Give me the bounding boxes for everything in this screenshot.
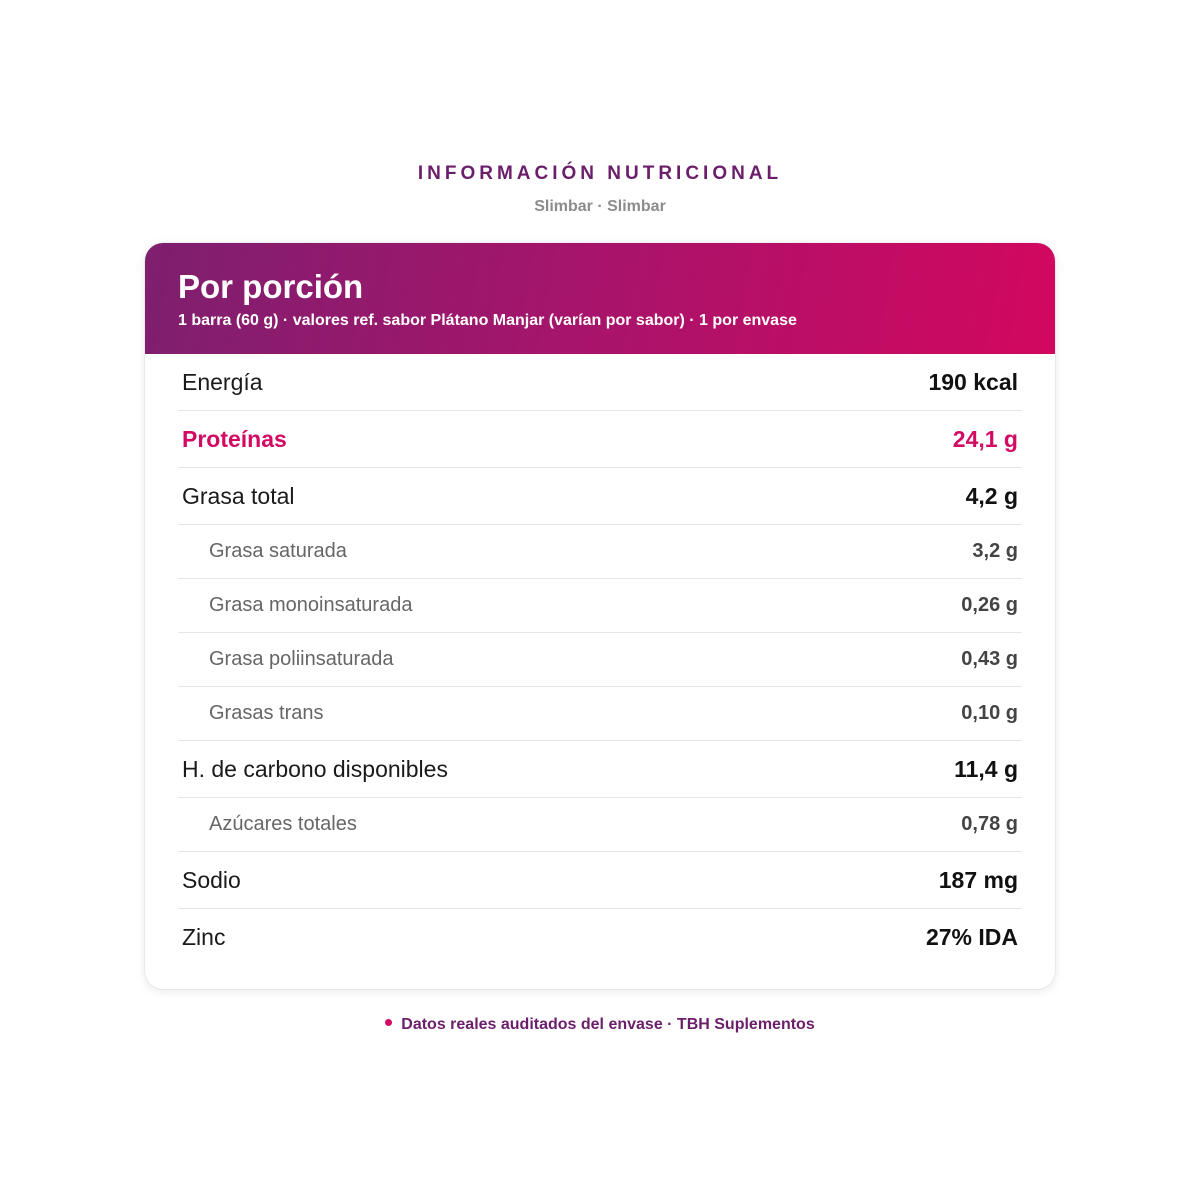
nutrient-value: 3,2 g xyxy=(972,540,1018,562)
nutrient-label: Proteínas xyxy=(182,425,287,452)
nutrient-row-monounsaturated-fat xyxy=(178,579,1022,633)
nutrient-label: Zinc xyxy=(182,923,226,950)
nutrient-value: 27% IDA xyxy=(925,923,1018,950)
nutrient-label: Grasa monoinsaturada xyxy=(209,594,413,616)
serving-title: Por porción xyxy=(178,268,364,305)
nutrition-card xyxy=(145,243,1055,989)
nutrient-value: 187 mg xyxy=(938,866,1018,893)
nutrient-row-sodium xyxy=(178,852,1022,909)
bullet-dot-icon xyxy=(385,1019,392,1026)
nutrient-value: 0,78 g xyxy=(961,813,1018,835)
nutrient-label: Grasa poliinsaturada xyxy=(209,648,394,670)
page-heading: INFORMACIÓN NUTRICIONAL xyxy=(417,163,783,184)
nutrient-value: 0,10 g xyxy=(961,702,1018,724)
nutrient-label: Grasas trans xyxy=(209,702,324,724)
nutrient-row-protein xyxy=(178,411,1022,468)
footer-text: Datos reales auditados del envase · TBH Suplementos xyxy=(401,1016,815,1033)
nutrient-value: 11,4 g xyxy=(954,755,1018,782)
nutrient-table xyxy=(145,354,1055,965)
nutrient-value: 4,2 g xyxy=(965,482,1018,509)
serving-description: 1 barra (60 g) · valores ref. sabor Plátano Manjar (varían por sabor) · 1 por envase xyxy=(178,312,797,329)
nutrient-row-saturated-fat xyxy=(178,525,1022,579)
nutrient-value: 0,43 g xyxy=(961,648,1018,670)
nutrient-label: Grasa saturada xyxy=(209,540,347,562)
nutrient-label: Grasa total xyxy=(182,482,295,509)
card-header xyxy=(145,243,1055,354)
nutrient-row-energy xyxy=(178,354,1022,411)
nutrient-row-total-sugars xyxy=(178,798,1022,852)
nutrient-value: 24,1 g xyxy=(952,425,1018,452)
nutrient-row-zinc xyxy=(178,909,1022,965)
nutrient-label: Sodio xyxy=(182,866,241,893)
nutrient-value: 0,26 g xyxy=(961,594,1018,616)
nutrient-value: 190 kcal xyxy=(928,368,1018,395)
nutrient-label: Azúcares totales xyxy=(209,813,357,835)
product-name: Slimbar · Slimbar xyxy=(534,198,666,215)
nutrient-label: H. de carbono disponibles xyxy=(182,755,448,782)
nutrient-row-total-fat xyxy=(178,468,1022,525)
nutrient-label: Energía xyxy=(182,368,263,395)
nutrient-row-polyunsaturated-fat xyxy=(178,633,1022,687)
nutrient-row-carbohydrates xyxy=(178,741,1022,798)
nutrient-row-trans-fat xyxy=(178,687,1022,741)
footer-note xyxy=(0,1016,1200,1034)
